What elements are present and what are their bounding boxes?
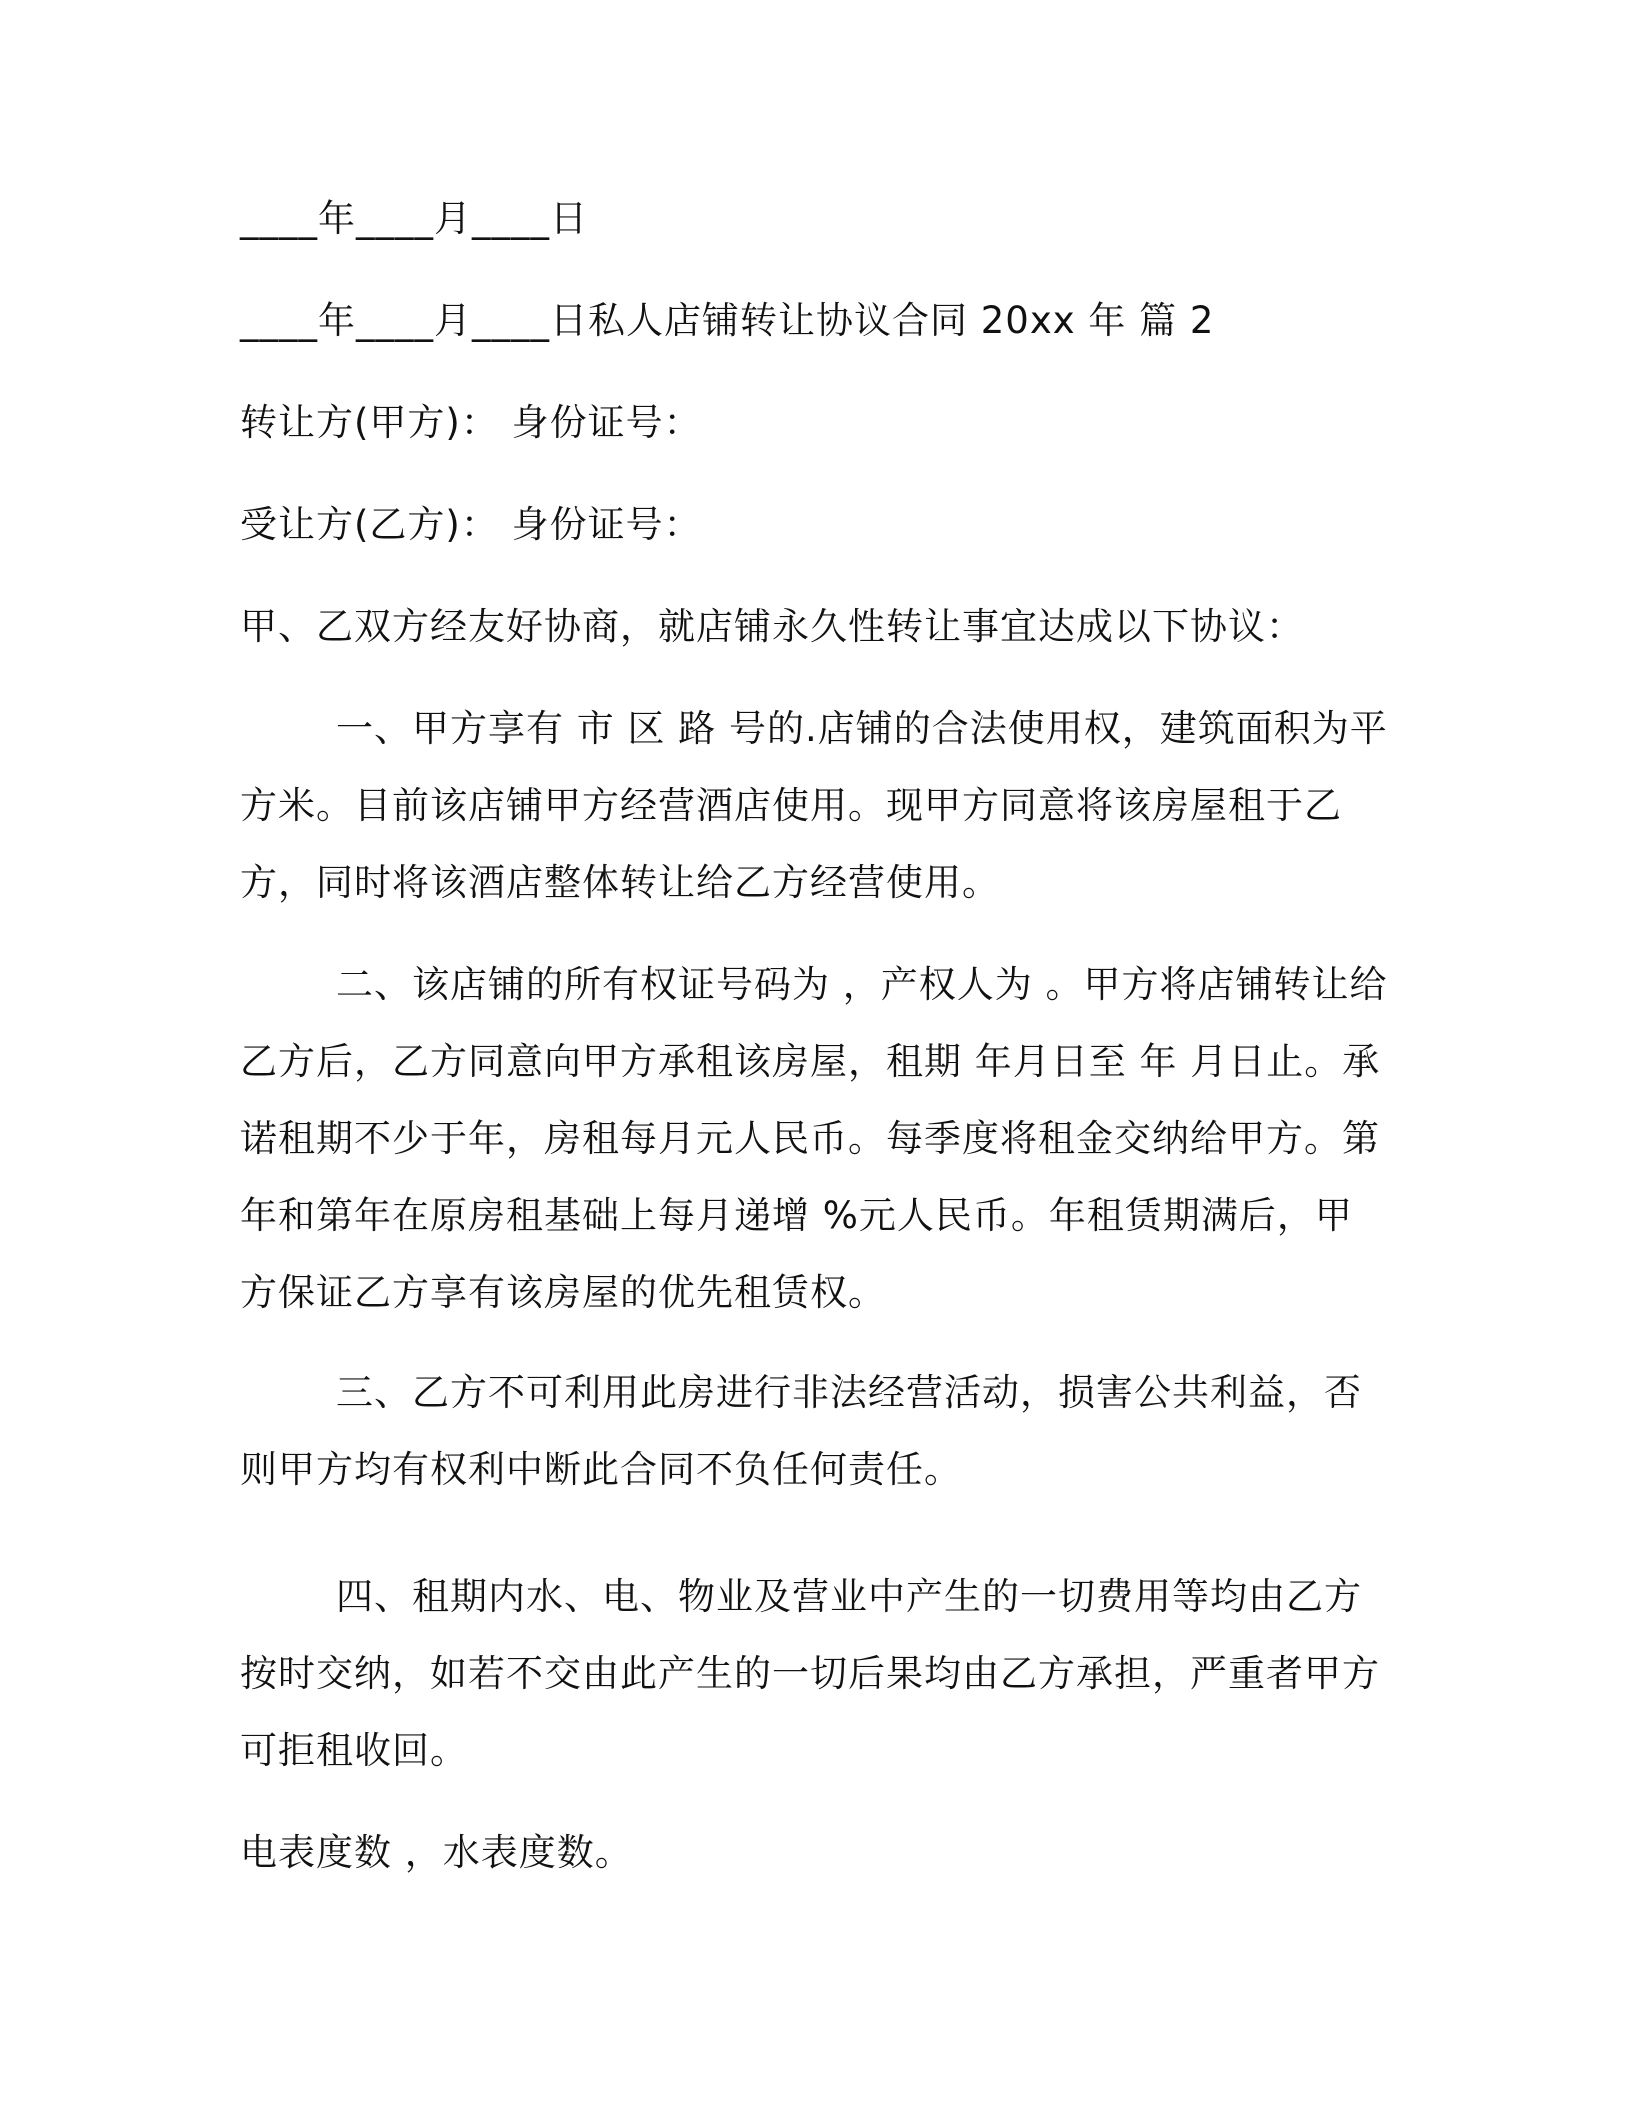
clause-3-paragraph: 三、乙方不可利用此房进行非法经营活动，损害公共利益，否则甲方均有权利中断此合同不负任何责任。 bbox=[240, 1371, 1362, 1491]
transferee-line: 受让方(乙方)： 身份证号： bbox=[240, 503, 702, 546]
title-line: ____年____月____日私人店铺转让协议合同 20xx 年 篇 2 bbox=[240, 299, 1215, 342]
transferor-line: 转让方(甲方)： 身份证号： bbox=[240, 401, 702, 444]
clause-2-paragraph: 二、该店铺的所有权证号码为 ，产权人为 。甲方将店铺转让给乙方后，乙方同意向甲方承租该房屋，租期 年月日至 年 月日止。承诺租期不少于年，房租每月元人民币。每季度将租金交纳给甲方。第年和第年在原房租基础上每月递增 %元人民币。年租赁期满后，甲方保证乙方享有该房屋的优先租赁权。 bbox=[240, 963, 1388, 1314]
clause-1-paragraph: 一、甲方享有 市 区 路 号的.店铺的合法使用权，建筑面积为平方米。目前该店铺甲方经营酒店使用。现甲方同意将该房屋租于乙方，同时将该酒店整体转让给乙方经营使用。 bbox=[240, 707, 1388, 904]
clause-4-paragraph: 四、租期内水、电、物业及营业中产生的一切费用等均由乙方按时交纳，如若不交由此产生的一切后果均由乙方承担，严重者甲方可拒租收回。 bbox=[240, 1575, 1380, 1772]
date-line: ____年____月____日 bbox=[240, 197, 588, 240]
meter-line: 电表度数 ，水表度数。 bbox=[240, 1831, 633, 1874]
intro-paragraph: 甲、乙双方经友好协商，就店铺永久性转让事宜达成以下协议： bbox=[240, 605, 1304, 648]
